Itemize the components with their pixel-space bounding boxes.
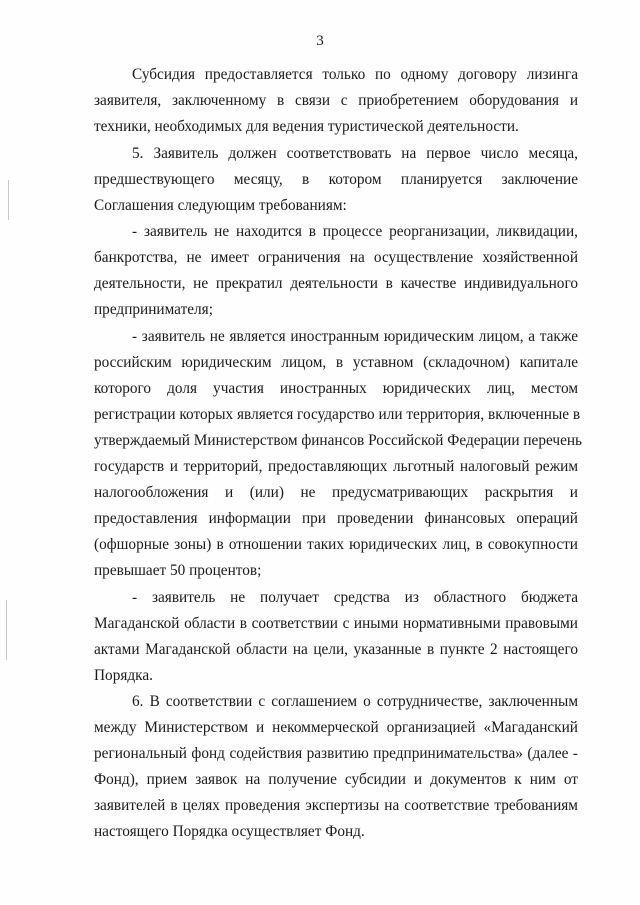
text-line: - заявитель не получает средства из областного бюджета <box>132 589 578 606</box>
text-line: деятельности, не прекратил деятельности в качестве индивидуального <box>94 275 578 292</box>
text-line: которого доля участия иностранных юридических лиц, местом <box>94 380 578 397</box>
text-line: региональный фонд содействия развитию предпринимательства» (далее - <box>94 745 578 762</box>
text-line: банкротства, не имеет ограничения на осуществление хозяйственной <box>94 249 578 266</box>
text-line: 6. В соответствии с соглашением о сотрудничестве, заключенным <box>132 693 578 710</box>
text-line: - заявитель не является иностранным юридическим лицом, а также <box>132 328 578 345</box>
text-line: техники, необходимых для ведения туристической деятельности. <box>94 118 519 135</box>
text-line: предоставления информации при проведении финансовых операций <box>94 510 578 527</box>
text-line: предпринимателя; <box>94 301 213 318</box>
text-line: между Министерством и некоммерческой организацией «Магаданский <box>94 719 578 736</box>
text-line: Магаданской области в соответствии с иными нормативными правовыми <box>94 615 578 632</box>
text-line: предшествующего месяцу, в котором планируется заключение <box>94 171 578 188</box>
text-line: регистрации которых является государство или территория, включенные в <box>94 406 581 423</box>
text-line: Фонд), прием заявок на получение субсидии и документов к ним от <box>94 771 578 788</box>
text-line: налогообложения и (или) не предусматривающих раскрытия и <box>94 484 578 501</box>
text-line: превышает 50 процентов; <box>94 562 262 579</box>
text-line: - заявитель не находится в процессе реорганизации, ликвидации, <box>132 223 578 240</box>
page-number: 3 <box>316 33 324 49</box>
text-line: российским юридическим лицом, в уставном (складочном) капитале <box>94 354 578 371</box>
text-line: настоящего Порядка осуществляет Фонд. <box>94 823 365 840</box>
text-line: заявителей в целях проведения экспертизы на соответствие требованиям <box>94 797 578 814</box>
text-line: Порядка. <box>94 667 153 684</box>
text-line: утверждаемый Министерством финансов Российской Федерации перечень <box>94 432 583 449</box>
scan-artifact <box>6 600 7 660</box>
text-line: 5. Заявитель должен соответствовать на первое число месяца, <box>132 145 578 162</box>
text-line: актами Магаданской области на цели, указанные в пункте 2 настоящего <box>94 641 578 658</box>
text-line: государств и территорий, предоставляющих льготный налоговый режим <box>94 458 578 475</box>
text-line: заявителя, заключенному в связи с приобретением оборудования и <box>94 92 578 109</box>
text-line: Соглашения следующим требованиям: <box>94 197 347 214</box>
text-line: (офшорные зоны) в отношении таких юридических лиц, в совокупности <box>94 536 578 553</box>
text-line: Субсидия предоставляется только по одному договору лизинга <box>132 66 578 83</box>
scan-artifact <box>8 180 9 220</box>
